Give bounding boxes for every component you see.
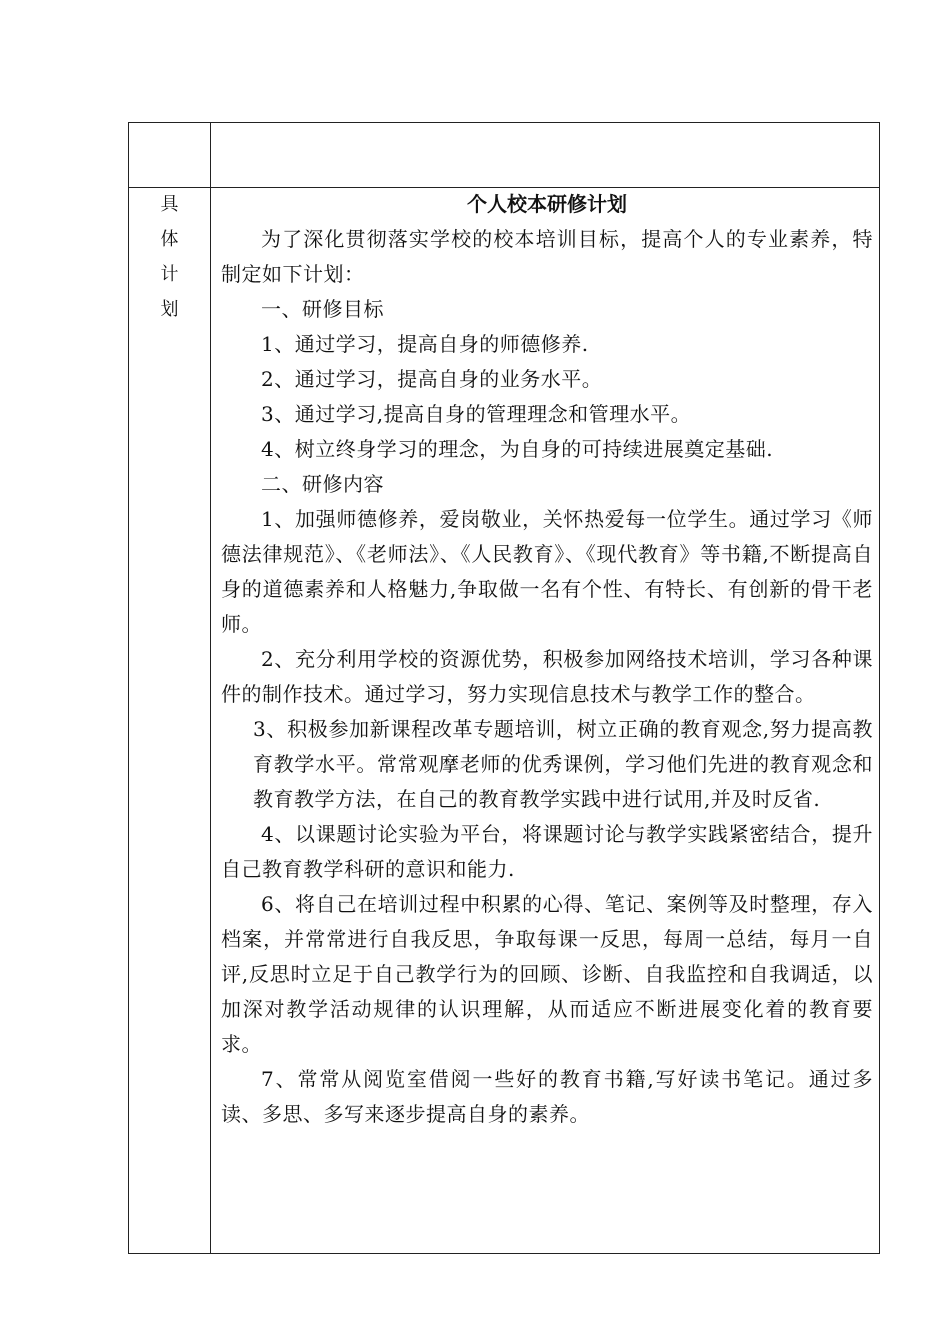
label-char: 计 — [160, 264, 179, 285]
goal-item: 1、通过学习，提高自身的师德修养. — [261, 332, 589, 356]
content-item: 6、将自己在培训过程中积累的心得、笔记、案例等及时整理，存入档案，并常常进行自我反思，争取每课一反思，每周一总结，每月一自评,反思时立足于自己教学行为的回顾、诊断、自我监控和自我调适，以加深对教学活动规律的认识理解，从而适应不断进展变化着的教育要求。 — [221, 892, 873, 1056]
plan-table — [128, 122, 880, 1254]
goal-item: 3、通过学习,提高自身的管理理念和管理水平。 — [261, 402, 692, 426]
label-char: 体 — [160, 229, 179, 250]
section-heading-goals: 一、研修目标 — [261, 297, 384, 321]
content-item: 4、以课题讨论实验为平台，将课题讨论与教学实践紧密结合，提升自己教育教学科研的意识和能力. — [221, 822, 873, 881]
row-label — [129, 187, 210, 327]
content-item: 2、充分利用学校的资源优势，积极参加网络技术培训，学习各种课件的制作技术。通过学习，努力实现信息技术与教学工作的整合。 — [221, 647, 873, 706]
column-divider — [210, 123, 211, 1253]
content-item: 7、常常从阅览室借阅一些好的教育书籍,写好读书笔记。通过多读、多思、多写来逐步提高自身的素养。 — [221, 1067, 873, 1126]
section-heading-content: 二、研修内容 — [261, 472, 384, 496]
content-item: 3、积极参加新课程改革专题培训，树立正确的教育观念,努力提高教育教学水平。常常观摩老师的优秀课例，学习他们先进的教育观念和教育教学方法，在自己的教育教学实践中进行试用,并及时反省. — [253, 717, 873, 811]
plan-content — [221, 187, 873, 1132]
intro-paragraph: 为了深化贯彻落实学校的校本培训目标，提高个人的专业素养，特制定如下计划： — [221, 227, 873, 286]
goal-item: 2、通过学习，提高自身的业务水平。 — [261, 367, 603, 391]
label-char: 划 — [160, 299, 179, 320]
content-item: 1、加强师德修养，爱岗敬业，关怀热爱每一位学生。通过学习《师德法律规范》、《老师法》、《人民教育》、《现代教育》等书籍,不断提高自身的道德素养和人格魅力,争取做一名有个性、有特长、有创新的骨干老师。 — [221, 507, 873, 636]
label-char: 具 — [160, 194, 179, 215]
goal-item: 4、树立终身学习的理念，为自身的可持续进展奠定基础. — [261, 437, 774, 461]
plan-title: 个人校本研修计划 — [467, 192, 627, 216]
